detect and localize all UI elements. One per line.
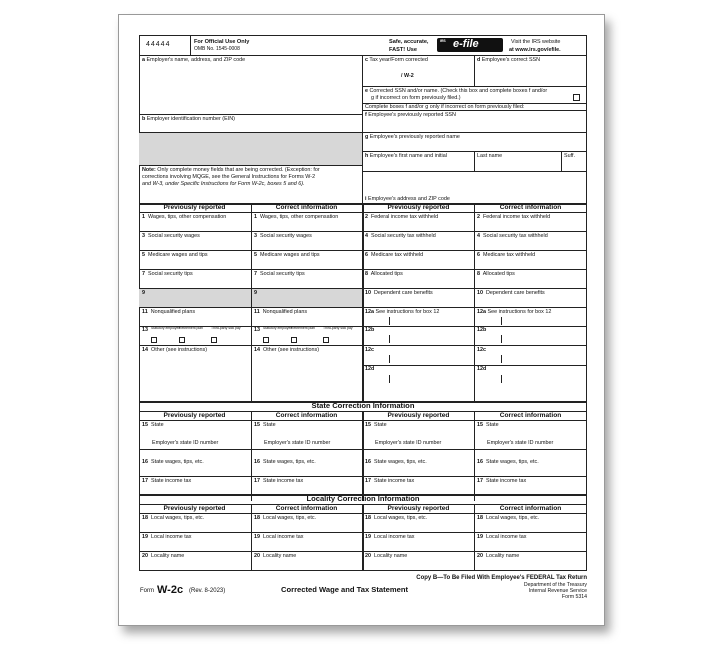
control-number: 44444 — [146, 41, 171, 48]
box-f-label: f Employee's previously reported SSN — [365, 112, 456, 118]
box-16-prev-2: 16 State wages, tips, etc. — [365, 459, 427, 465]
box-19-corr-2: 19 Local income tax — [477, 534, 527, 540]
box-9-prev: 9 — [142, 290, 145, 296]
retirement-prev: Retirement plan — [179, 326, 203, 330]
box-16-corr-2: 16 State wages, tips, etc. — [477, 459, 539, 465]
omb-number: OMB No. 1545-0008 — [194, 46, 240, 52]
shaded-area — [139, 133, 362, 165]
box-20-prev-1: 20 Locality name — [142, 553, 185, 559]
note-line-3: and W-3, under Specific Instructions for Form W-2c, boxes 5 and 6). — [142, 181, 305, 187]
box-10-prev: 10 Dependent care benefits — [365, 290, 433, 296]
state-col-corr-1: Correct information — [275, 412, 338, 419]
visit-line-2: at www.irs.gov/efile. — [509, 47, 561, 53]
thirdparty-corr-checkbox[interactable] — [323, 337, 329, 343]
statutory-corr: Statutory employee — [263, 326, 293, 330]
box-14-prev: 14 Other (see instructions) — [142, 347, 208, 353]
box-12b-corr: 12b — [477, 327, 487, 333]
box-a-label: a Employer's name, address, and ZIP code — [142, 57, 246, 63]
dept-line-1: Department of the Treasury — [523, 582, 587, 588]
box-i-label: i Employee's address and ZIP code — [365, 196, 450, 202]
state-id-prev-2: Employer's state ID number — [375, 440, 442, 446]
safe-line-2: FAST! Use — [389, 47, 417, 53]
box-g-label: g Employee's previously reported name — [365, 134, 460, 140]
state-id-corr-1: Employer's state ID number — [264, 440, 331, 446]
form-revision: (Rev. 8-2023) — [189, 588, 226, 594]
box-9-corr-shade — [252, 289, 362, 307]
state-col-corr-2: Correct information — [499, 412, 562, 419]
box-12c-corr: 12c — [477, 347, 486, 353]
statutory-prev-checkbox[interactable] — [151, 337, 157, 343]
box-7-prev: 7 Social security tips — [142, 271, 193, 277]
box-2-prev: 2 Federal income tax withheld — [365, 214, 439, 220]
state-id-prev-1: Employer's state ID number — [152, 440, 219, 446]
box-6-prev: 6 Medicare tax withheld — [365, 252, 424, 258]
box-1-prev: 1 Wages, tips, other compensation — [142, 214, 227, 220]
box-12d-prev: 12d — [365, 366, 375, 372]
box-19-corr-1: 19 Local income tax — [254, 534, 304, 540]
complete-note: Complete boxes f and/or g only if incorrect on form previously filed: — [365, 104, 525, 110]
col-prev-2: Previously reported — [387, 204, 450, 211]
box-4-prev: 4 Social security tax withheld — [365, 233, 436, 239]
box-19-prev-2: 19 Local income tax — [365, 534, 415, 540]
state-col-prev-2: Previously reported — [387, 412, 450, 419]
box-c-value: / W-2 — [401, 73, 414, 79]
box-15-prev-1: 15 State — [142, 422, 164, 428]
col-corr-1: Correct information — [275, 204, 338, 211]
box-20-corr-1: 20 Locality name — [254, 553, 297, 559]
thirdparty-prev: Third-party sick pay — [211, 326, 241, 330]
state-id-corr-2: Employer's state ID number — [487, 440, 554, 446]
box-c-label: c Tax year/Form corrected — [365, 57, 428, 63]
divider — [190, 35, 191, 55]
loc-col-corr-1: Correct information — [275, 505, 338, 512]
state-section-title: State Correction Information — [311, 401, 415, 410]
box-15-corr-1: 15 State — [254, 422, 276, 428]
box-5-prev: 5 Medicare wages and tips — [142, 252, 208, 258]
thirdparty-prev-checkbox[interactable] — [211, 337, 217, 343]
form-label: Form — [140, 588, 154, 594]
box-14-corr: 14 Other (see instructions) — [254, 347, 320, 353]
box-b-label: b Employer identification number (EIN) — [142, 116, 235, 122]
box-12a-corr: 12a See instructions for box 12 — [477, 309, 552, 315]
box-1-corr: 1 Wages, tips, other compensation — [254, 214, 339, 220]
w2c-form — [139, 35, 587, 600]
efile-logo — [437, 38, 503, 52]
retirement-corr-checkbox[interactable] — [291, 337, 297, 343]
box-e-checkbox[interactable] — [573, 94, 580, 101]
statutory-prev: Statutory employee — [151, 326, 181, 330]
box-5-corr: 5 Medicare wages and tips — [254, 252, 320, 258]
last-name-label: Last name — [477, 153, 503, 159]
box-3-corr: 3 Social security wages — [254, 233, 312, 239]
efile-text: e-file — [453, 38, 479, 50]
box-h-label: h Employee's first name and initial — [365, 153, 447, 159]
box-12c-prev: 12c — [365, 347, 374, 353]
box-13-prev: 13 — [142, 327, 148, 333]
box-17-corr-1: 17 State income tax — [254, 478, 304, 484]
box-20-corr-2: 20 Locality name — [477, 553, 520, 559]
visit-line-1: Visit the IRS website — [511, 39, 561, 45]
statutory-corr-checkbox[interactable] — [263, 337, 269, 343]
box-10-corr: 10 Dependent care benefits — [477, 290, 545, 296]
box-18-prev-2: 18 Local wages, tips, etc. — [365, 515, 428, 521]
box-17-prev-2: 17 State income tax — [365, 478, 415, 484]
copy-b-line: Copy B—To Be Filed With Employee's FEDERAL Tax Return — [416, 575, 587, 581]
box-17-corr-2: 17 State income tax — [477, 478, 527, 484]
box-12a-prev: 12a See instructions for box 12 — [365, 309, 440, 315]
official-use: For Official Use Only — [194, 39, 250, 45]
locality-section-title: Locality Correction Information — [306, 494, 420, 503]
note-line-1: Note: Only complete money fields that are being corrected. (Exception: for — [142, 167, 320, 173]
retirement-corr: Retirement plan — [291, 326, 315, 330]
box-7-corr: 7 Social security tips — [254, 271, 305, 277]
box-20-prev-2: 20 Locality name — [365, 553, 408, 559]
loc-col-prev-2: Previously reported — [387, 505, 450, 512]
form-name: W-2c — [157, 584, 184, 596]
box-8-prev: 8 Allocated tips — [365, 271, 403, 277]
box-16-prev-1: 16 State wages, tips, etc. — [142, 459, 204, 465]
box-e-line-2: g if incorrect on form previously filed.) — [371, 95, 461, 101]
box-4-corr: 4 Social security tax withheld — [477, 233, 548, 239]
dept-line-2: Internal Revenue Service — [528, 588, 587, 594]
box-15-corr-2: 15 State — [477, 422, 499, 428]
box-15-prev-2: 15 State — [365, 422, 387, 428]
box-e-line-1: e Corrected SSN and/or name. (Check this box and complete boxes f and/or — [365, 88, 548, 94]
form-number: Form 5314 — [561, 594, 587, 600]
loc-col-corr-2: Correct information — [499, 505, 562, 512]
box-17-prev-1: 17 State income tax — [142, 478, 192, 484]
retirement-prev-checkbox[interactable] — [179, 337, 185, 343]
box-9-prev-shade — [139, 289, 251, 307]
suffix-label: Suff. — [564, 153, 575, 159]
safe-line-1: Safe, accurate, — [389, 39, 429, 45]
state-col-prev-1: Previously reported — [163, 412, 226, 419]
box-11-prev: 11 Nonqualified plans — [142, 309, 196, 315]
box-11-corr: 11 Nonqualified plans — [254, 309, 308, 315]
thirdparty-corr: Third-party sick pay — [323, 326, 353, 330]
efile-irs-text: IRS — [440, 39, 446, 43]
box-19-prev-1: 19 Local income tax — [142, 534, 192, 540]
box-9-corr: 9 — [254, 290, 257, 296]
box-18-corr-1: 18 Local wages, tips, etc. — [254, 515, 317, 521]
box-2-corr: 2 Federal income tax withheld — [477, 214, 551, 220]
loc-col-prev-1: Previously reported — [163, 505, 226, 512]
box-d-label: d Employee's correct SSN — [477, 57, 541, 63]
box-8-corr: 8 Allocated tips — [477, 271, 515, 277]
box-12b-prev: 12b — [365, 327, 375, 333]
box-12d-corr: 12d — [477, 366, 487, 372]
box-3-prev: 3 Social security wages — [142, 233, 200, 239]
col-corr-2: Correct information — [499, 204, 562, 211]
form-title: Corrected Wage and Tax Statement — [281, 585, 409, 594]
box-16-corr-1: 16 State wages, tips, etc. — [254, 459, 316, 465]
box-13-corr: 13 — [254, 327, 260, 333]
note-line-2: corrections involving MQGE, see the General Instructions for Forms W-2 — [142, 174, 316, 180]
form-paper — [118, 14, 605, 626]
box-6-corr: 6 Medicare tax withheld — [477, 252, 536, 258]
box-18-corr-2: 18 Local wages, tips, etc. — [477, 515, 540, 521]
box-18-prev-1: 18 Local wages, tips, etc. — [142, 515, 205, 521]
col-prev-1: Previously reported — [163, 204, 226, 211]
